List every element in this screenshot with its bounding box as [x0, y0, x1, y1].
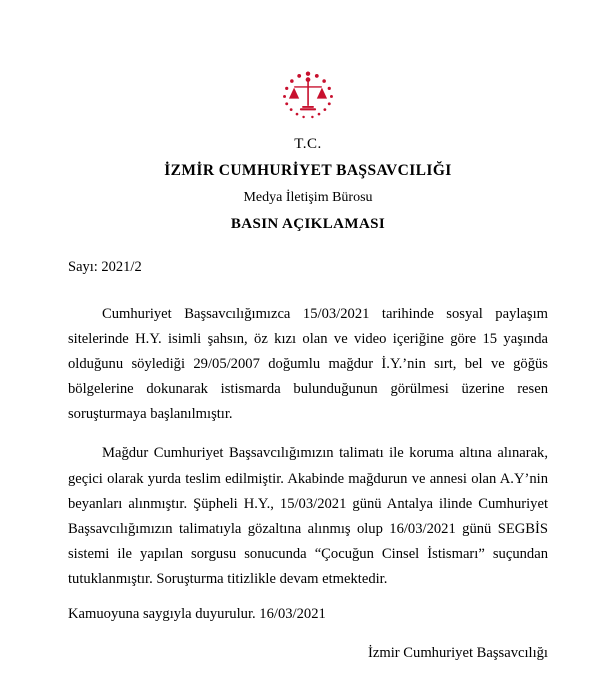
office-title: İZMİR CUMHURİYET BAŞSAVCILIĞI — [164, 162, 452, 179]
signature-line: İzmir Cumhuriyet Başsavcılığı — [368, 645, 548, 662]
paragraph-2: Mağdur Cumhuriyet Başsavcılığımızın talimatı ile koruma altına alınarak, geçici olarak yurda teslim edilmiştir. Akabinde mağdurun ve annesi olan A.Y’nin beyanları alınmıştır. Şüpheli H.Y., 15/03/2021 günü Antalya ilinde Cumhuriyet Başsavcılığımızın talimatıyla gözaltına alınmış olup 16/03/2021 günü SEGBİS sistemi ile yapılan sorgusu sonucunda “Çocuğun Cinsel İstismarı” suçundan tutuklanmıştır. Soruşturma titizlikle devam etmektedir. — [68, 445, 548, 587]
state-abbreviation: T.C. — [294, 136, 322, 152]
bureau-title: Medya İletişim Bürosu — [243, 190, 373, 205]
emblem-container — [46, 0, 570, 128]
paragraph-1: Cumhuriyet Başsavcılığımızca 15/03/2021 tarihinde sosyal paylaşım sitelerinde H.Y. isimli şahsın, öz kızı olan ve video içeriğine göre 15 yaşında olduğunu söylediği 29/05/2007 doğumlu mağdur İ.Y.’nin sırt, bel ve göğüs bölgelerine dokunarak istismarda bulunduğunun görülmesi üzerine resen soruşturmaya başlanılmıştır. — [68, 306, 548, 423]
document-type-title: BASIN AÇIKLAMASI — [230, 216, 386, 232]
document-body — [46, 302, 570, 592]
closing-line: Kamuoyuna saygıyla duyurulur. 16/03/2021 — [68, 606, 326, 623]
document-header — [46, 136, 570, 233]
reference-number: Sayı: 2021/2 — [68, 259, 142, 275]
turkish-republic-justice-emblem-icon — [271, 62, 345, 128]
